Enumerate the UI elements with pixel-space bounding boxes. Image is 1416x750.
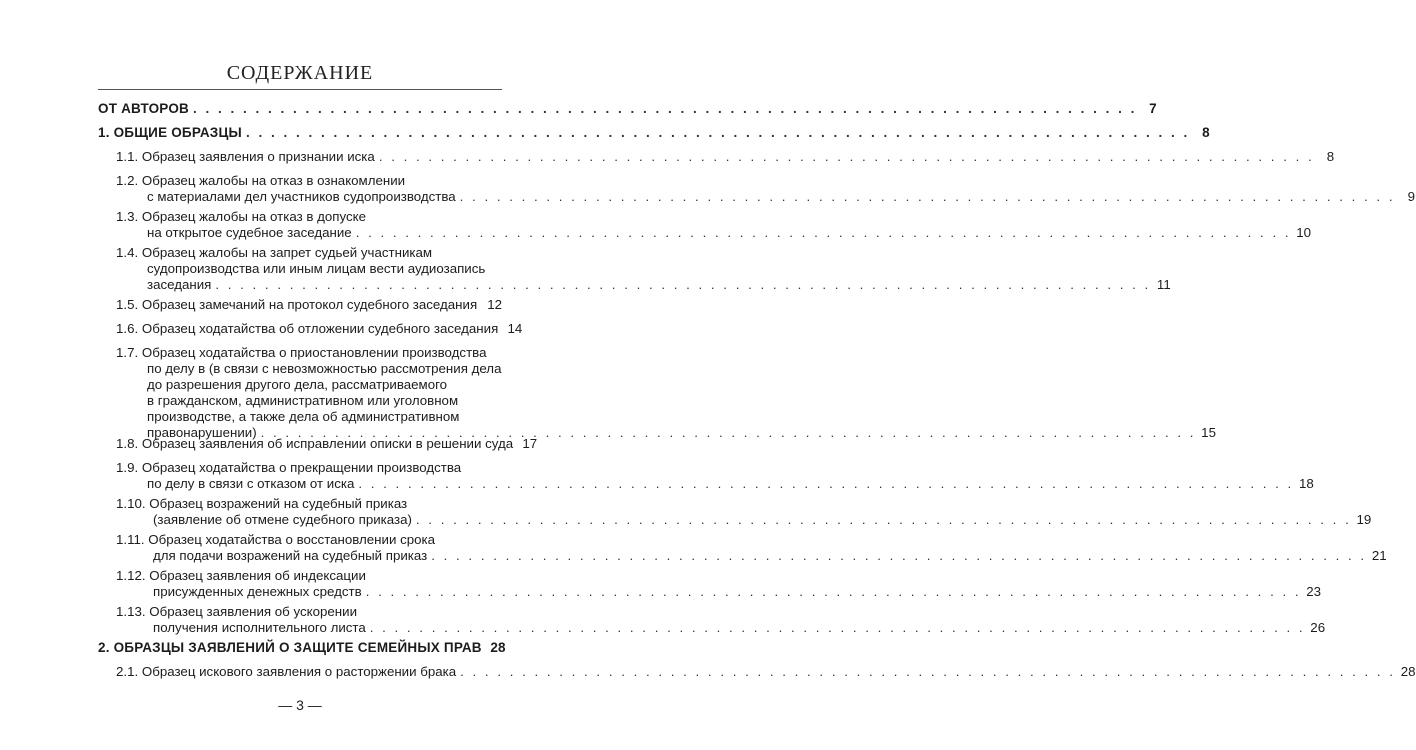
toc-page-number: 7	[1149, 101, 1157, 116]
toc-entry-text: правонарушении)	[147, 425, 257, 440]
toc-entry-text: 2.1. Образец искового заявления о расторжении брака	[116, 664, 457, 679]
dot-leader: . . . . . . . . . . . . . . . . . . . . . . . . . . . . . . . . . . . . . . . . . . . . . . . . . . . . . . . . . . . . . . . . . . . . . . . . . . . .	[460, 664, 1396, 679]
toc-page-number: 8	[1202, 125, 1210, 140]
toc-page-number: 21	[1371, 548, 1387, 563]
toc-subsection-entry	[116, 345, 1216, 441]
toc-entry-text: по делу в (в связи с невозможностью рассмотрения дела	[147, 361, 502, 376]
toc-entry-text: 1.11. Образец ходатайства о восстановлении срока	[116, 532, 436, 547]
toc-section-entry	[98, 101, 1157, 117]
toc-entry-text: (заявление об отмене судебного приказа)	[153, 512, 412, 527]
dot-leader: . . . . . . . . . . . . . . . . . . . . . . . . . . . . . . . . . . . . . . . . . . . . . . . . . . . . . . . . . . . . . . . . . . . . . . . . . . . .	[215, 277, 1151, 292]
dot-leader: . . . . . . . . . . . . . . . . . . . . . . . . . . . . . . . . . . . . . . . . . . . . . . . . . . . . . . . . . . . . . . . . . . . . . . . . . . . .	[192, 101, 1137, 116]
toc-entry-text: 1.12. Образец заявления об индексации	[116, 568, 366, 583]
toc-page-number: 9	[1407, 189, 1416, 204]
toc-subsection-entry	[116, 604, 1326, 636]
toc-page-number: 12	[487, 297, 502, 312]
toc-page-number: 19	[1356, 512, 1372, 527]
dot-leader: . . . . . . . . . . . . . . . . . . . . . . . . . . . . . . . . . . . . . . . . . . . . . . . . . . . . . . . . . . . . . . . . . . . . . . . . . . . .	[431, 548, 1367, 563]
toc-entry-text: ОТ АВТОРОВ	[98, 101, 189, 116]
toc-page-number: 28	[490, 640, 506, 655]
toc-page-number: 26	[1310, 620, 1326, 635]
toc-subsection-entry	[116, 664, 1416, 680]
dot-leader: . . . . . . . . . . . . . . . . . . . . . . . . . . . . . . . . . . . . . . . . . . . . . . . . . . . . . . . . . . . . . . . . . . . . . . . . . . . .	[365, 584, 1302, 599]
dot-leader	[481, 297, 482, 313]
toc-subsection-entry	[116, 436, 538, 452]
toc-entry-text: 1.3. Образец жалобы на отказ в допуске	[116, 209, 366, 224]
toc-page-number: 10	[1296, 225, 1312, 240]
toc-entry-text: 1.8. Образец заявления об исправлении описки в решении суда	[116, 436, 514, 451]
toc-page-number: 17	[522, 436, 538, 451]
toc-subsection-entry	[116, 568, 1322, 600]
dot-leader: . . . . . . . . . . . . . . . . . . . . . . . . . . . . . . . . . . . . . . . . . . . . . . . . . . . . . . . . . . . . . . . . . . . . . . . . . . . .	[260, 425, 1196, 440]
toc-entry-text: 1.4. Образец жалобы на запрет судьей участникам	[116, 245, 433, 260]
toc-subsection-entry	[116, 532, 1387, 564]
toc-entry-text: 1.6. Образец ходатайства об отложении судебного заседания	[116, 321, 499, 336]
toc-subsection-entry	[116, 460, 1314, 492]
toc-subsection-entry	[116, 173, 1416, 205]
toc-entry-text: 1.7. Образец ходатайства о приостановлении производства	[116, 345, 487, 360]
toc-entry-text: для подачи возражений на судебный приказ	[153, 548, 428, 563]
toc-entry-text: 2. ОБРАЗЦЫ ЗАЯВЛЕНИЙ О ЗАЩИТЕ СЕМЕЙНЫХ ПРАВ	[98, 640, 482, 655]
toc-page-number: 14	[507, 321, 523, 336]
toc-page-number: 8	[1326, 149, 1335, 164]
toc-subsection-entry	[116, 209, 1312, 241]
toc-entry-text: 1.1. Образец заявления о признании иска	[116, 149, 375, 164]
toc-entry-text: 1. ОБЩИЕ ОБРАЗЦЫ	[98, 125, 242, 140]
dot-leader: . . . . . . . . . . . . . . . . . . . . . . . . . . . . . . . . . . . . . . . . . . . . . . . . . . . . . . . . . . . . . . . . . . . . . . . . . . . .	[378, 149, 1315, 164]
toc-entry-text: 1.10. Образец возражений на судебный приказ	[116, 496, 408, 511]
dot-leader: . . . . . . . . . . . . . . . . . . . . . . . . . . . . . . . . . . . . . . . . . . . . . . . . . . . . . . . . . . . . . . . . . . . . . . . . . . . .	[415, 512, 1352, 527]
toc-page-number: 11	[1156, 277, 1171, 292]
toc-subsection-entry	[116, 321, 523, 337]
toc-page-number: 15	[1201, 425, 1216, 440]
toc-entry-text: получения исполнительного листа	[153, 620, 366, 635]
toc-entry-text: заседания	[147, 277, 212, 292]
dot-leader: . . . . . . . . . . . . . . . . . . . . . . . . . . . . . . . . . . . . . . . . . . . . . . . . . . . . . . . . . . . . . . . . . . . . . . . . . . . .	[358, 476, 1294, 491]
toc-subsection-entry	[116, 149, 1335, 165]
toc-subsection-entry	[116, 496, 1372, 528]
toc-entry-text: на открытое судебное заседание	[147, 225, 352, 240]
toc-entry-text: по делу в связи с отказом от иска	[147, 476, 355, 491]
toc-entry-text: присужденных денежных средств	[153, 584, 362, 599]
toc-page-number: 28	[1400, 664, 1416, 679]
dot-leader: . . . . . . . . . . . . . . . . . . . . . . . . . . . . . . . . . . . . . . . . . . . . . . . . . . . . . . . . . . . . . . . . . . . . . . . . . . . .	[459, 189, 1396, 204]
toc-page-number: 23	[1306, 584, 1322, 599]
dot-leader: . . . . . . . . . . . . . . . . . . . . . . . . . . . . . . . . . . . . . . . . . . . . . . . . . . . . . . . . . . . . . . . . . . . . . . . . . . . .	[369, 620, 1306, 635]
toc-section-entry	[98, 125, 1210, 141]
toc-page-number: 18	[1298, 476, 1314, 491]
toc-entry-text: производстве, а также дела об административном	[147, 409, 460, 424]
toc-entry-text: 1.5. Образец замечаний на протокол судебного заседания	[116, 297, 478, 312]
dot-leader: . . . . . . . . . . . . . . . . . . . . . . . . . . . . . . . . . . . . . . . . . . . . . . . . . . . . . . . . . . . . . . . . . . . . . . . . . . . .	[355, 225, 1292, 240]
toc-entry-text: до разрешения другого дела, рассматриваемого	[147, 377, 448, 392]
toc-entry-text: 1.2. Образец жалобы на отказ в ознакомлении	[116, 173, 406, 188]
toc-entry-text: с материалами дел участников судопроизводства	[147, 189, 456, 204]
toc-entry-text: в гражданском, административном или уголовном	[147, 393, 459, 408]
toc-entry-text: 1.9. Образец ходатайства о прекращении производства	[116, 460, 462, 475]
page-number: — 3 —	[278, 697, 322, 713]
toc-entry-text: 1.13. Образец заявления об ускорении	[116, 604, 357, 619]
toc-subsection-entry	[116, 297, 502, 313]
dot-leader: . . . . . . . . . . . . . . . . . . . . . . . . . . . . . . . . . . . . . . . . . . . . . . . . . . . . . . . . . . . . . . . . . . . . . . . . . . . .	[245, 125, 1190, 140]
toc-section-entry	[98, 640, 506, 656]
page-title: СОДЕРЖАНИЕ	[226, 62, 374, 84]
title-divider	[98, 89, 502, 90]
toc-subsection-entry	[116, 245, 1171, 293]
toc-entry-text: судопроизводства или иным лицам вести аудиозапись	[147, 261, 486, 276]
